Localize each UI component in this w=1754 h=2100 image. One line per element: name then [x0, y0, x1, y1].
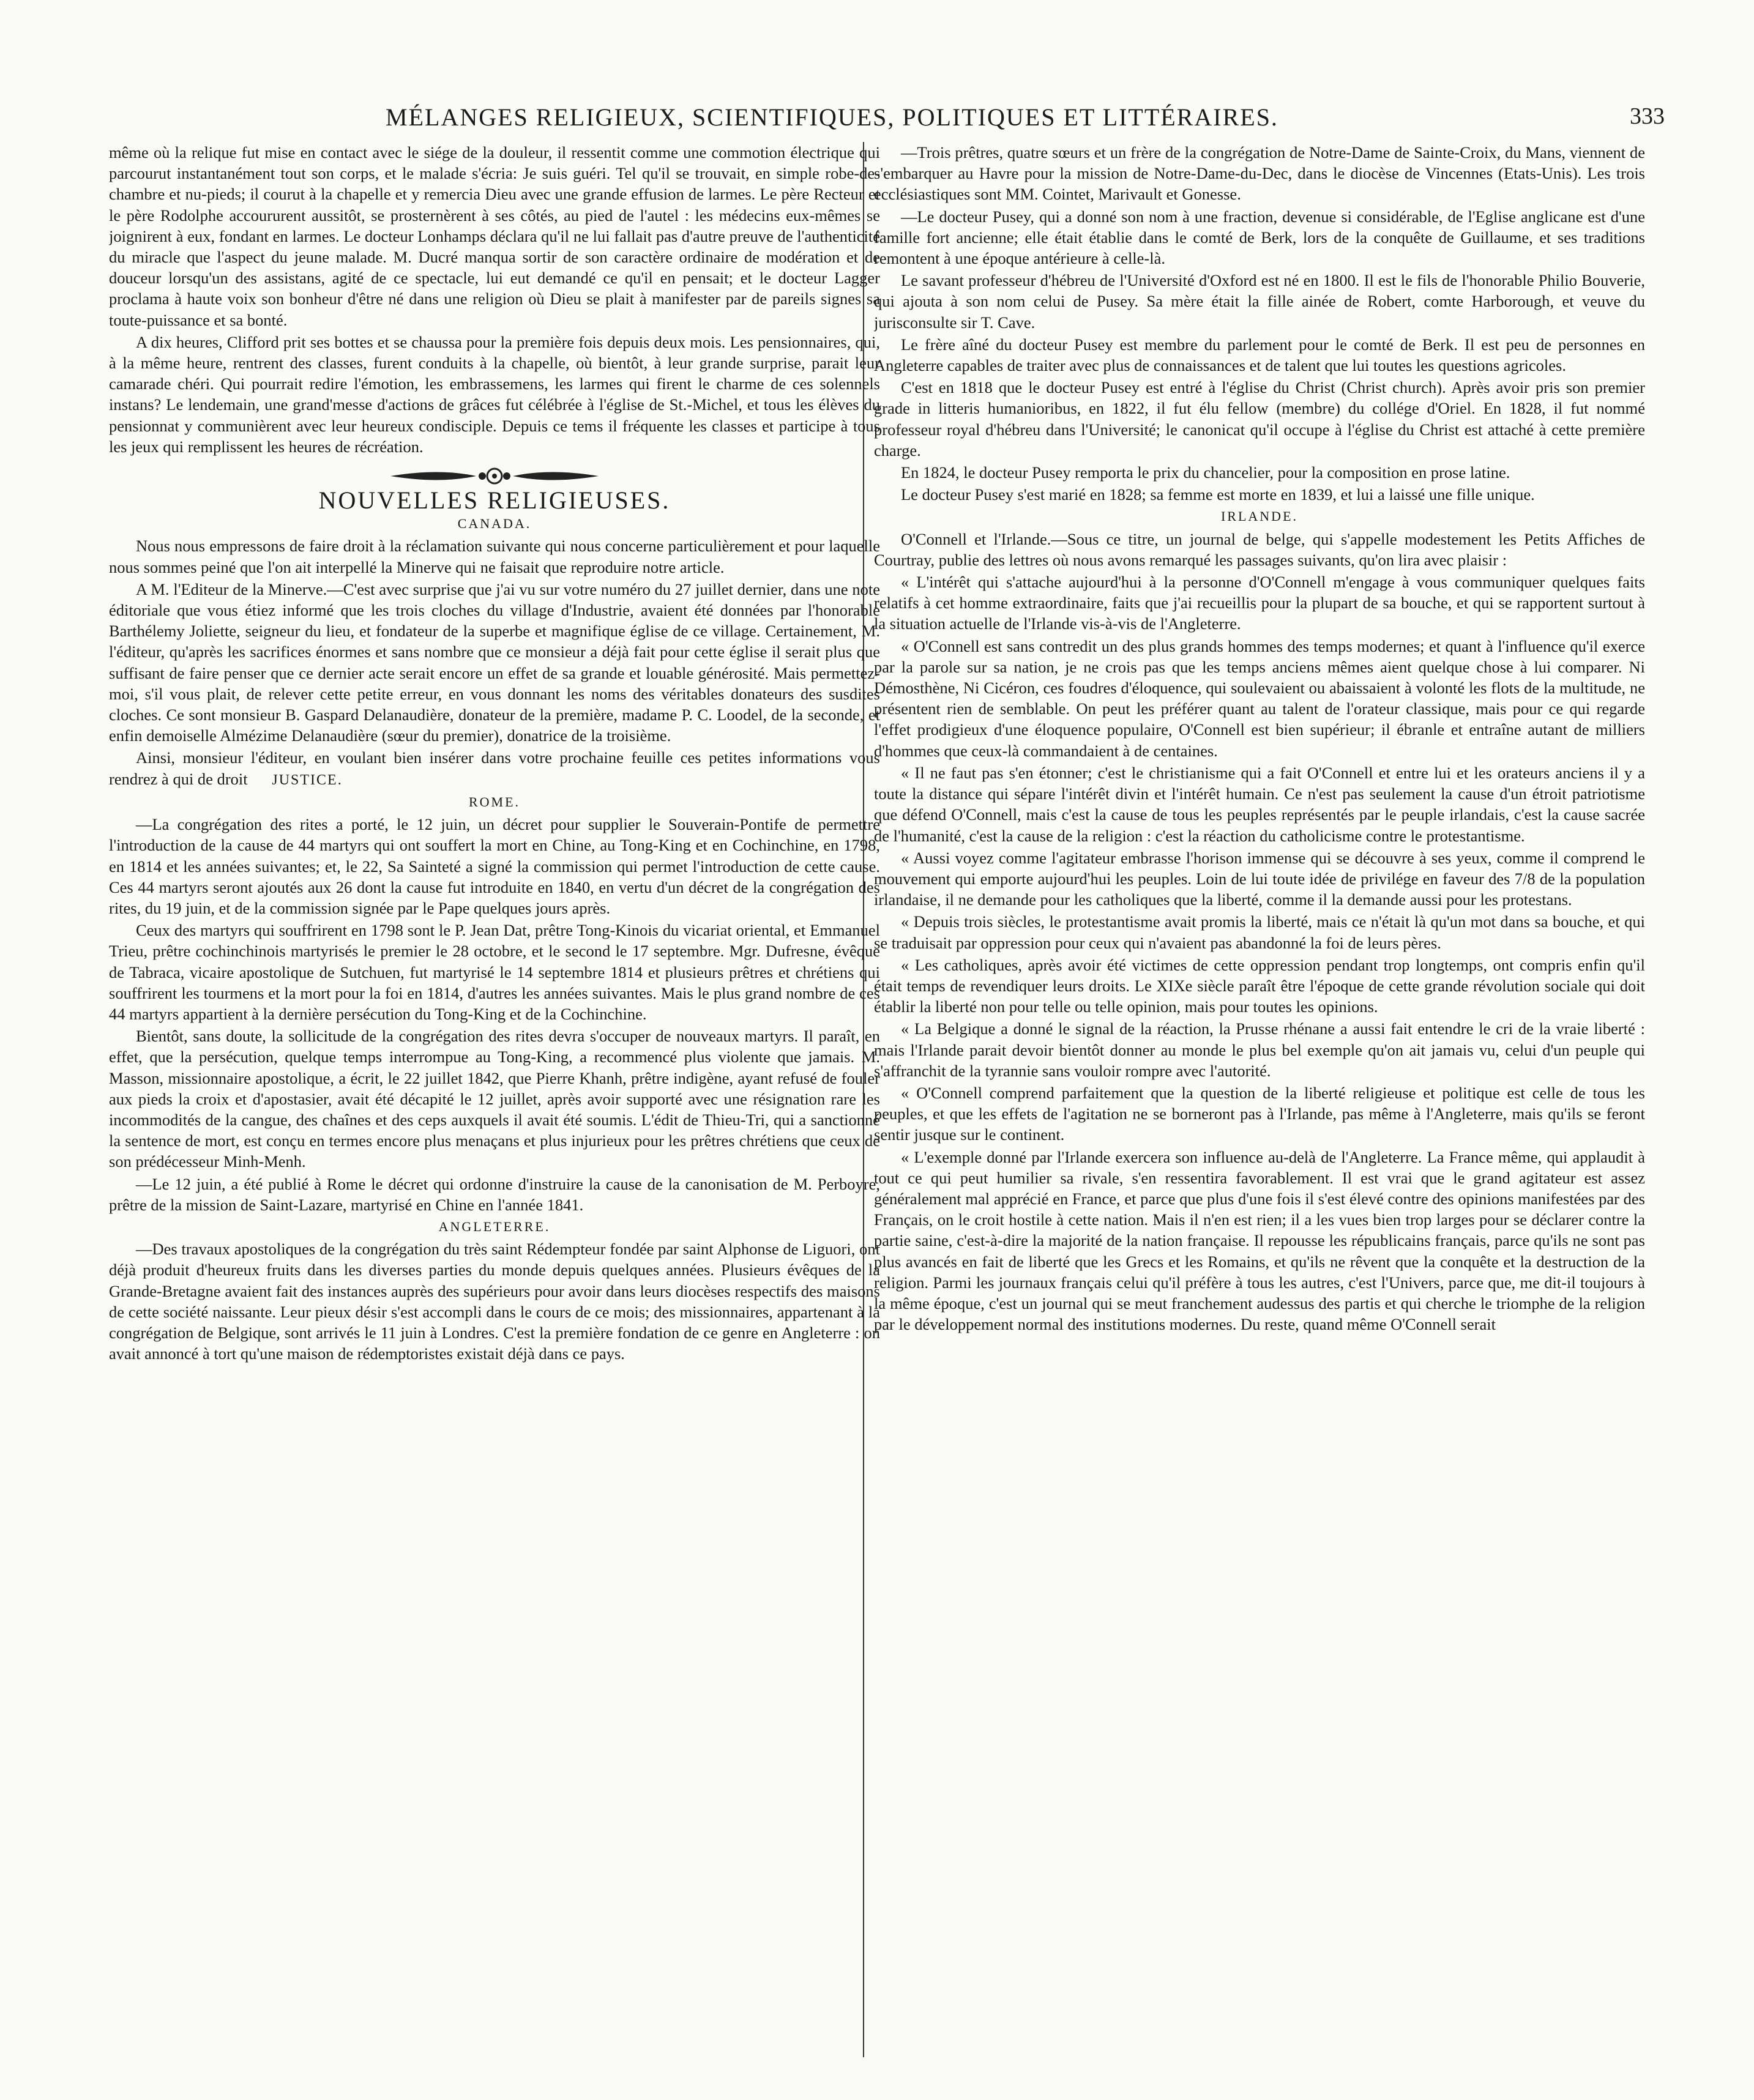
paragraph: En 1824, le docteur Pusey remporta le prix du chancelier, pour la composition en prose latine.: [901, 463, 1510, 482]
paragraph: —La congrégation des rites a porté, le 12 juin, un décret pour supplier le Souverain-Pontife de permettre l'introduction de la cause de 44 martyrs qui ont souffert la mort en Chine, au Tong-King et en Cochinchine, en 1798, en 1814 et les années suivantes; et, le 22, Sa Sainteté a signé la commission qui permet l'introduction de cette cause. Ces 44 martyrs seront ajoutés aux 26 dont la cause fut introduite en 1840, en vertu d'un décret de la congrégation des rites, du 19 juin, et de la commission signée par le Pape quelques jours après.: [109, 815, 880, 917]
paragraph: « Depuis trois siècles, le protestantisme avait promis la liberté, mais ce n'était là qu'un mot dans sa bouche, et qui se traduisait par oppression pour ceux qui n'avaient pas abandonné la foi de leurs pères.: [874, 912, 1645, 952]
paragraph: Bientôt, sans doute, la sollicitude de la congrégation des rites devra s'occuper de nouveaux martyrs. Il paraît, en effet, que la persécution, quelque temps interrompue au Tong-King, a recommencé plus violente que jamais. M. Masson, missionnaire apostolique, a écrit, le 22 juillet 1842, que Pierre Khanh, prêtre indigène, ayant refusé de fouler aux pieds la croix et d'apostasier, avait été décapité le 12 juillet, après avoir supporté avec une résignation rare les incommodités de la cangue, des chaînes et des ceps auxquels il avait été soumis. L'édit de Thieu-Tri, qui a sanctionné la sentence de mort, est conçu en termes encore plus menaçans et plus injurieux pour les prêtres chrétiens que ceux de son prédécesseur Minh-Menh.: [109, 1027, 880, 1171]
page-number: 333: [1630, 103, 1665, 129]
paragraph: même où la relique fut mise en contact avec le siége de la douleur, il ressentit comme une commotion électrique qui parcourut instantanément tout son corps, et le malade s'écria: Je suis guéri. Tel qu'il se trouvait, en simple robe-de-chambre et nu-pieds; il courut à la chapelle et y remercia Dieu avec une grande effusion de larmes. Le père Recteur et le père Rodolphe accoururent aussitôt, se prosternèrent à ses côtés, au pied de l'autel : les médecins eux-mêmes se joignirent à eux, fondant en larmes. Le docteur Lonhamps déclara qu'il ne lui fallait pas d'autre preuve de l'authenticité du miracle que l'aspect du jeune malade. M. Ducré manqua sortir de son caractère ordinaire de modération et de douceur lorsqu'un des assistans, agité de ce spectacle, lui eut demandé ce qu'il en pensait; et le docteur Lagger proclama à haute voix son bonheur d'être né dans une religion où Dieu se plait à manifester par de pareils signes sa toute-puissance et sa bonté.: [109, 143, 880, 329]
paragraph: O'Connell et l'Irlande.—Sous ce titre, un journal de belge, qui s'appelle modestement les Petits Affiches de Courtray, publie des lettres où nous avons remarqué les passages suivants, qu'on lira avec plaisir :: [874, 529, 1645, 569]
signature: JUSTICE.: [272, 772, 343, 788]
paragraph: —Trois prêtres, quatre sœurs et un frère de la congrégation de Notre-Dame de Sainte-Croix, du Mans, viennent de s'embarquer au Havre pour la mission de Notre-Dame-du-Dec, dans le diocèse de Vincennes (Etats-Unis). Les trois ecclésiastiques sont MM. Cointet, Marivault et Gonesse.: [874, 143, 1645, 204]
paragraph: A M. l'Editeur de la Minerve.—C'est avec surprise que j'ai vu sur votre numéro du 27 juillet dernier, dans une note éditoriale que vous étiez informé que les trois cloches du village d'Industrie, avaient été données par l'honorable Barthélemy Joliette, seigneur du lieu, et fondateur de la superbe et magnifique église de ce village. Certainement, M. l'éditeur, qu'après les sacrifices énormes et sans nombre que ce monsieur a déjà fait pour cette église il serait plus que suffisant de faire penser que ce dernier acte serait encore un effet de sa grande et louable générosité. Mais permettez-moi, s'il vous plait, de relever cette petite erreur, en vous donnant les noms des véritables donateurs des susdites cloches. Ce sont monsieur B. Gaspard Delanaudière, donateur de la première, madame P. C. Loodel, de la seconde, et enfin demoiselle Almézime Delanaudière (sœur du premier), donatrice de la troisième.: [109, 579, 880, 745]
paragraph: « Les catholiques, après avoir été victimes de cette oppression pendant trop longtemps, ont compris enfin qu'il était temps de revendiquer leurs droits. Le XIXe siècle paraît être l'époque de cette grande révolution sociale qui doit établir la liberté non pour telle ou telle opinion, mais pour toutes les opinions.: [874, 955, 1645, 1016]
paragraph: —Le docteur Pusey, qui a donné son nom à une fraction, devenue si considérable, de l'Eglise anglicane est d'une famille fort ancienne; elle était établie dans le comté de Berk, lors de la conquête de Guillaume, et ses traditions remontent à une époque antérieure à celle-là.: [874, 207, 1645, 268]
ornament-icon: [384, 466, 605, 486]
subhead-angleterre: ANGLETERRE.: [438, 1218, 551, 1234]
paragraph: « L'exemple donné par l'Irlande exercera son influence au-delà de l'Angleterre. La France même, qui applaudit à tout ce qui peut humilier sa rivale, s'en ressentira favorablement. Il est vrai que le grand agitateur est assez généralement mal apprécié en France, et parce que plus d'une fois il s'est élevé contre des opinions manifestées par des Français, on le croit hostile à cette nation. Mais il n'en est rien; il a les vues bien trop larges pour se déclarer contre la partie saine, c'est-à-dire la majorité de la nation française. Il repousse les républicains français, parce qu'ils ne sont pas plus avancés en fait de liberté que les Grecs et les Romains, et qu'ils ne rêvent que la conquête et la destruction de la religion. Parmi les journaux français celui qu'il préfère à tous les autres, c'est l'Univers, parce que, me dit-il toujours à la même époque, c'est un journal qui se meut franchement audessus des partis et qui cherche le triomphe de la religion par le développement normal des institutions modernes. Du reste, quand même O'Connell serait: [874, 1147, 1645, 1334]
subhead-rome: ROME.: [468, 794, 521, 810]
subhead-irlande: IRLANDE.: [1220, 508, 1299, 524]
paragraph: —Le 12 juin, a été publié à Rome le décret qui ordonne d'instruire la cause de la canonisation de M. Perboyre, prêtre de la mission de Saint-Lazare, martyrisé en Chine en l'année 1841.: [109, 1174, 880, 1214]
paragraph-text: Ainsi, monsieur l'éditeur, en voulant bien insérer dans votre prochaine feuille ces petites informations vous rendrez à qui de droit: [109, 748, 880, 788]
paragraph: Le docteur Pusey s'est marié en 1828; sa femme est morte en 1839, et lui a laissé une fille unique.: [901, 485, 1535, 504]
running-title: MÉLANGES RELIGIEUX, SCIENTIFIQUES, POLITIQUES ET LITTÉRAIRES.: [386, 103, 1278, 131]
paragraph: —Des travaux apostoliques de la congrégation du très saint Rédempteur fondée par saint Alphonse de Liguori, ont déjà produit d'heureux fruits dans les diverses parties du monde depuis quelques années. Plusieurs évêques de la Grande-Bretagne avaient fait des instances auprès des supérieurs pour avoir dans leurs diocèses respectifs des maisons de cette société naissante. Leur pieux désir s'est accompli dans le cours de ce mois; des missionnaires, appartenant à la congrégation de Belgique, sont arrivés le 11 juin à Londres. C'est la première fondation de ce genre en Angleterre : on avait annoncé à tort qu'une maison de rédemptoristes existait déjà dans ce pays.: [109, 1240, 880, 1363]
paragraph: Le frère aîné du docteur Pusey est membre du parlement pour le comté de Berk. Il est peu de personnes en Angleterre capables de traiter avec plus de connaissances et de talent que lui toutes les questions agricoles.: [874, 335, 1645, 375]
paragraph: « La Belgique a donné le signal de la réaction, la Prusse rhénane a aussi fait entendre le cri de la vraie liberté : mais l'Irlande parait devoir bientôt donner au monde le plus bel exemple qu'on ait jamais vu, celui d'un peuple qui s'affranchit de la tyrannie sans vouloir rompre avec l'autorité.: [874, 1019, 1645, 1080]
page-header: [98, 103, 1665, 137]
ornament-divider: [109, 466, 880, 486]
paragraph: A dix heures, Clifford prit ses bottes et se chaussa pour la première fois depuis deux mois. Les pensionnaires, qui, à la même heure, rentrent des classes, furent conduits à la chapelle, où bientôt, à leur grande surprise, parait leur camarade chéri. Qui pourrait redire l'émotion, les embrassemens, les larmes qui firent le charme de ces solennels instans? Le lendemain, une grand'messe d'actions de grâces fut célébrée à l'église de St.-Michel, et tous les élèves du pensionnat y communièrent avec leur heureux condisciple. Depuis ce tems il fréquente les classes et participe à tous les jeux qui remplissent les heures de récréation.: [109, 332, 880, 456]
paragraph: « Il ne faut pas s'en étonner; c'est le christianisme qui a fait O'Connell et entre lui et les orateurs anciens il y a toute la distance qui sépare l'intérêt divin et l'intérêt humain. Ce n'est pas seulement la cause d'un étroit patriotisme que défend O'Connell, mais c'est la cause de tous les peuples représentés par le peuple irlandais, c'est la cause sacrée de l'humanité, c'est la cause de la religion : c'est la réaction du catholicisme contre le protestantisme.: [874, 763, 1645, 845]
paragraph: Le savant professeur d'hébreu de l'Université d'Oxford est né en 1800. Il est le fils de l'honorable Philio Bouverie, qui ajouta à son nom celui de Pusey. Sa mère était la fille ainée de Robert, comte Harborough, et veuve du jurisconsulte sir T. Cave.: [874, 271, 1645, 332]
paragraph: [109, 747, 880, 790]
paragraph: Nous nous empressons de faire droit à la réclamation suivante qui nous concerne particulièrement et pour laquelle nous sommes peiné que l'on ait interpellé la Minerve qui ne faisait que reproduire notre article.: [109, 537, 880, 576]
paragraph: « O'Connell est sans contredit un des plus grands hommes des temps modernes; et quant à l'influence qu'il exerce par la parole sur sa nation, je ne crois pas que les temps anciens mêmes aient quelque chose à lui comparer. Ni Démosthène, Ni Cicéron, ces foudres d'éloquence, qui soulevaient ou abaissaient à volonté les flots de la multitude, ne présentent rien de semblable. On peut les préférer quant au talent de l'orateur classique, mais pour ce qui regarde l'effet prodigieux d'une éloquence populaire, O'Connell est bien supérieur; il ébranle et entraîne autant de milliers d'hommes que ceux-là commandaient à de centaines.: [874, 636, 1645, 760]
paragraph: Ceux des martyrs qui souffrirent en 1798 sont le P. Jean Dat, prêtre Tong-Kinois du vicariat oriental, et Emmanuel Trieu, prêtre cochinchinois martyrisés le premier le 28 octobre, et le second le 17 septembre. Mgr. Dufresne, évêque de Tabraca, vicaire apostolique de Sutchuen, fut martyrisé le 14 septembre 1814 et plusieurs prêtres et chrétiens qui souffrirent les tourmens et la mort pour la foi en 1814, d'autres les années suivantes. Mais le plus grand nombre de ces 44 martyrs appartient à la dernière persécution du Tong-King et de la Cochinchine.: [109, 921, 880, 1023]
section-title: NOUVELLES RELIGIEUSES.: [318, 486, 671, 515]
right-column: [874, 142, 1645, 2057]
subhead-canada: CANADA.: [457, 516, 532, 532]
paragraph: « O'Connell comprend parfaitement que la question de la liberté religieuse et politique est celle de tous les peuples, et que les effets de l'agitation ne se borneront pas à l'Irlande, pas même à l'Angleterre, mais qu'ils se feront sentir jusque sur le continent.: [874, 1083, 1645, 1144]
left-column: [109, 142, 880, 2057]
paragraph: « Aussi voyez comme l'agitateur embrasse l'horison immense qui se découvre à ses yeux, comme il comprend le mouvement qui emporte aujourd'hui les peuples. Loin de lui toute idée de privilége en faveur des 7/8 de la population irlandaise, il ne demande pour les catholiques que la liberté, comme il la demande aussi pour les protestans.: [874, 848, 1645, 909]
paragraph: « L'intérêt qui s'attache aujourd'hui à la personne d'O'Connell m'engage à vous communiquer quelques faits relatifs à cet homme extraordinaire, faits que j'ai recueillis pour la plupart de sa bouche, et qui se rapportent surtout à la situation actuelle de l'Irlande vis-à-vis de l'Angleterre.: [874, 573, 1645, 633]
paragraph: C'est en 1818 que le docteur Pusey est entré à l'église du Christ (Christ church). Après avoir pris son premier grade in litteris humanioribus, en 1822, il fut élu fellow (membre) du collége d'Oriel. En 1828, il fut nommé professeur royal d'hébreu dans l'Université; le canonicat qu'il occupe à l'église du Christ est attaché à cette première charge.: [874, 378, 1645, 460]
